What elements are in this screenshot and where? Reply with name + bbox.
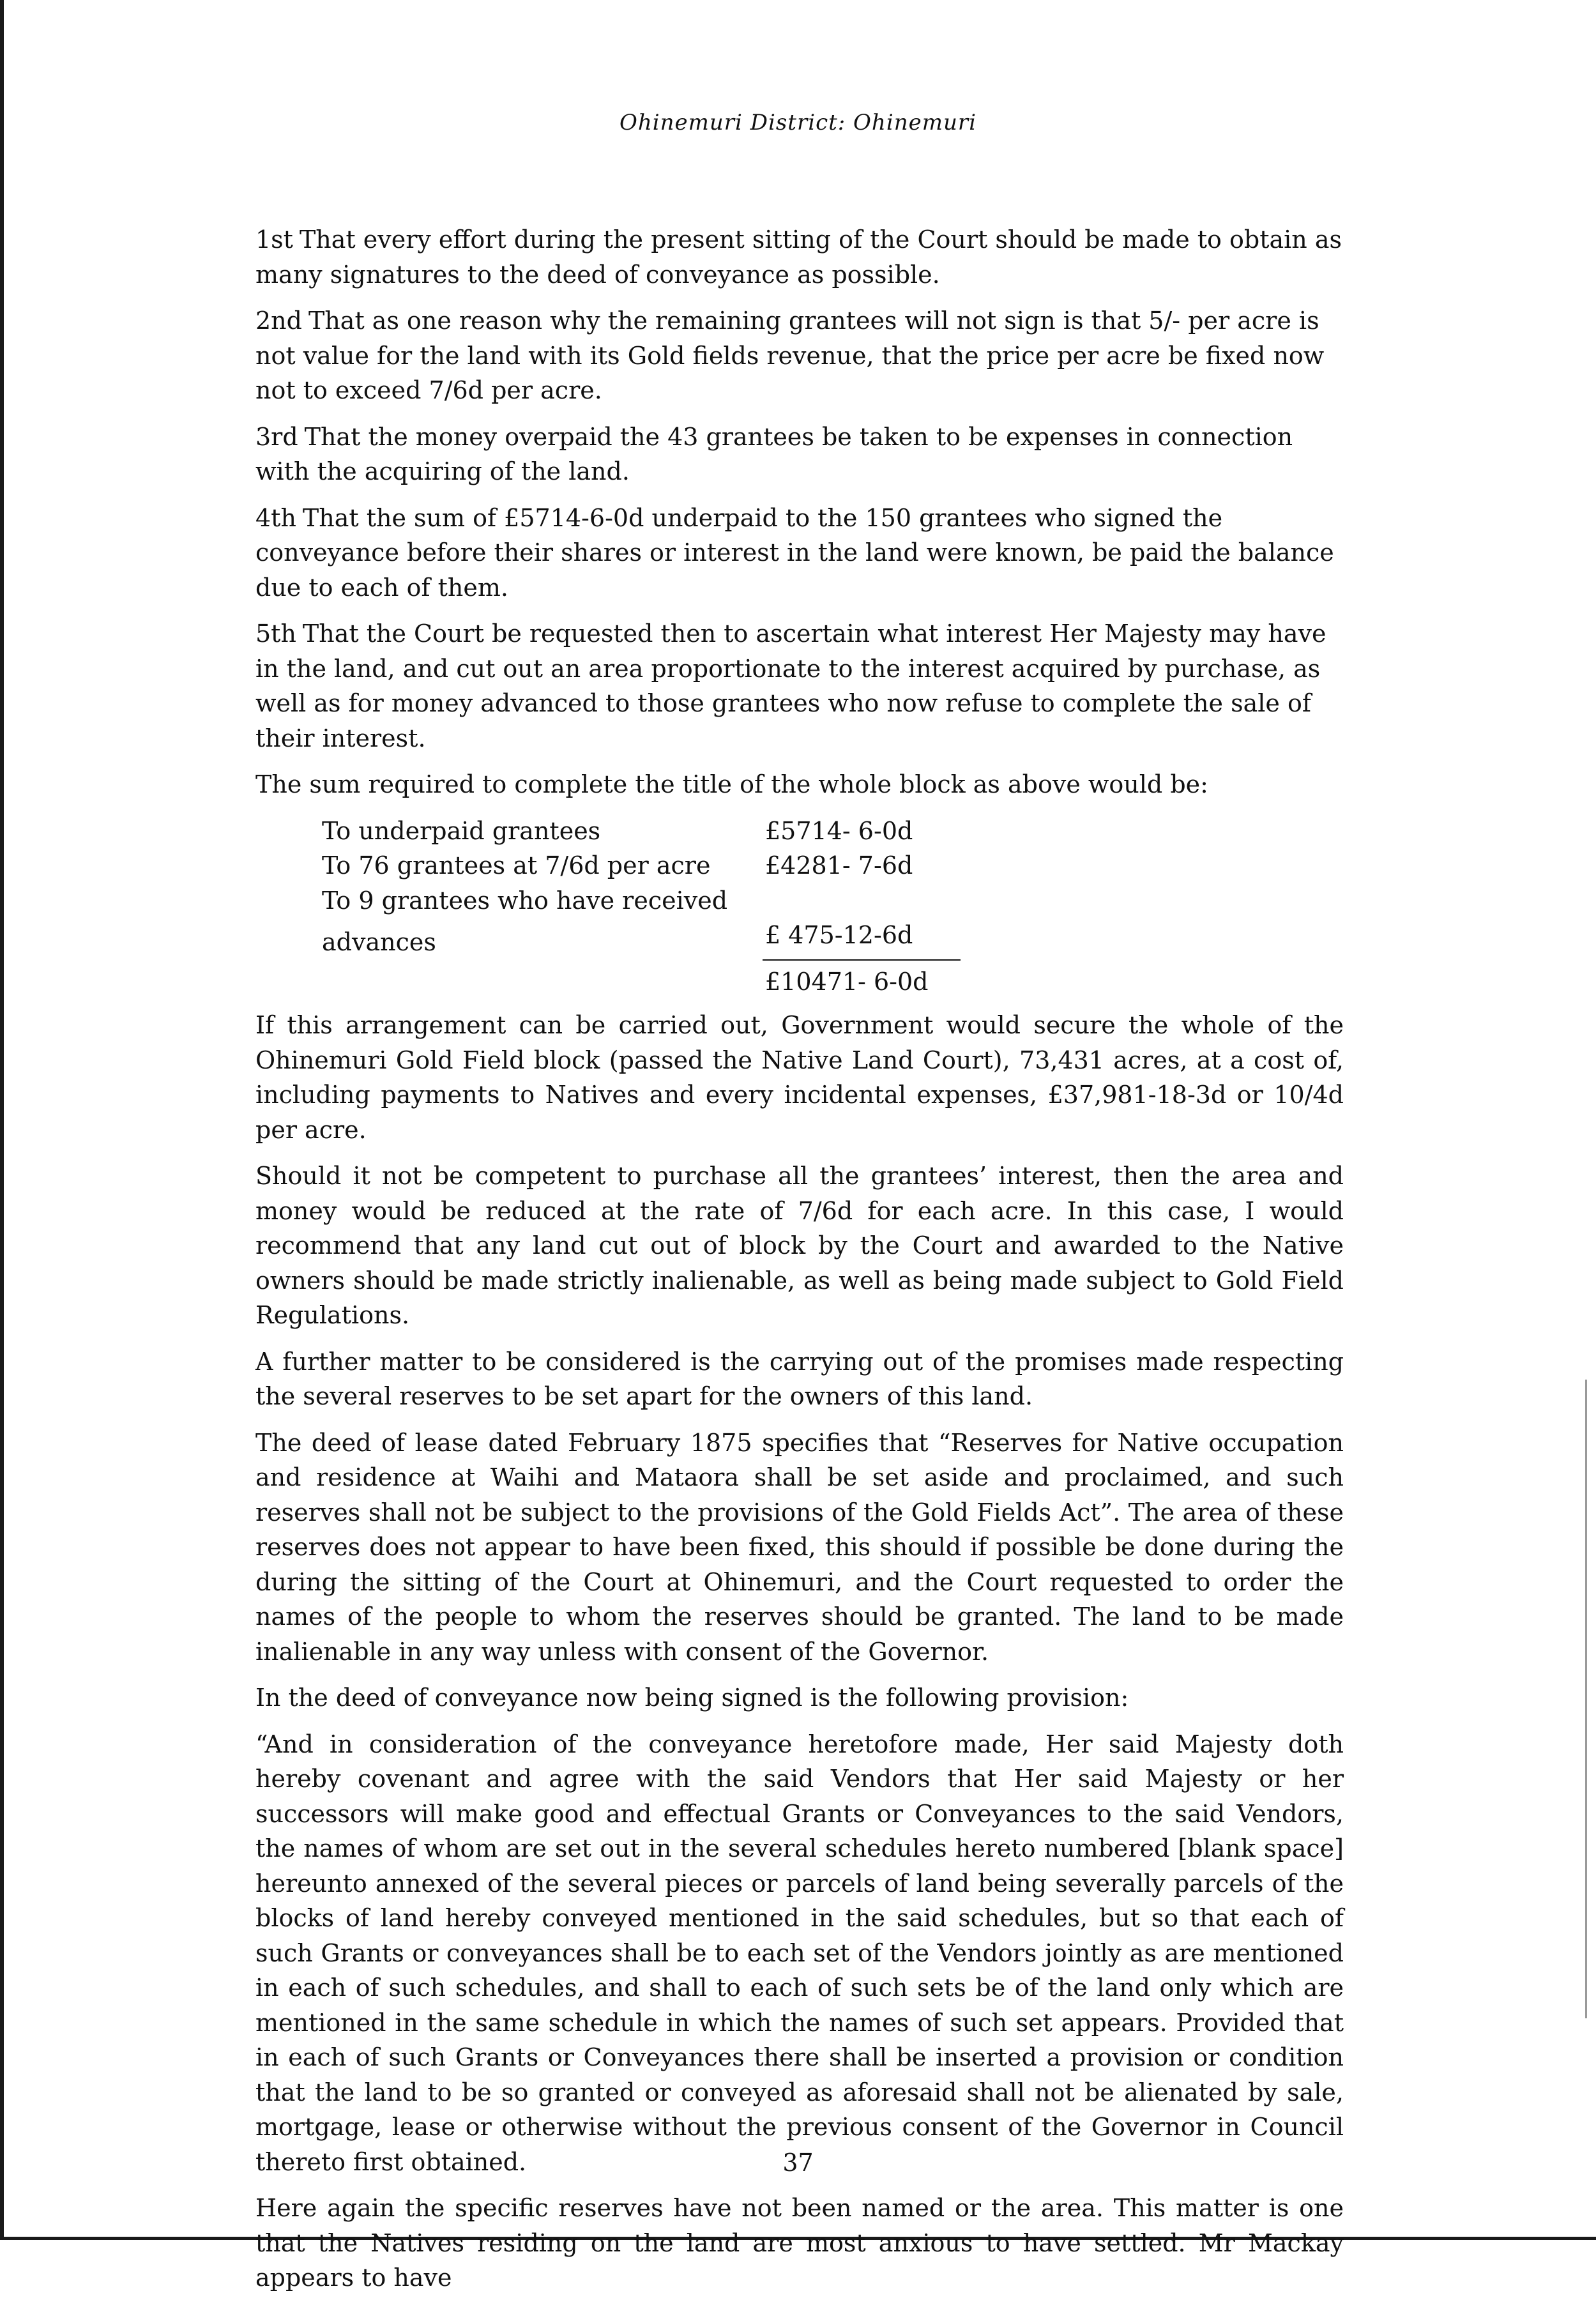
scan-edge-left [0, 0, 4, 2240]
table-row [322, 814, 961, 849]
quoted-provision: “And in consideration of the conveyance heretofore made, Her said Majesty doth hereby covenant and agree with the said Vendors that Her said Majesty or her successors will make good and effectual Grants or Conveyances to the said Vendors, the names of whom are set out in the several schedules hereto numbered [blank space] hereunto annexed of the several pieces or parcels of land being severally parcels of the blocks of land hereby conveyed mentioned in the said schedules, but so that each of such Grants or conveyances shall be to each set of the Vendors jointly as are mentioned in each of such schedules, and shall to each of such sets be of the land only which are mentioned in the same schedule in which the names of such set appears. Provided that in each of such Grants or Conveyances there shall be inserted a provision or condition that the land to be so granted or conveyed as aforesaid shall not be alienated by sale, mortgage, lease or otherwise without the previous consent of the Governor in Council thereto first obtained. [255, 1730, 1344, 2176]
row-amount: £ 475-12-6d [763, 918, 961, 960]
point-label: 1st [255, 225, 293, 254]
paragraph: The deed of lease dated February 1875 specifies that “Reserves for Native occupation and residence at Waihi and Mataora shall be set aside and proclaimed, and such reserves shall not be subject to the provisions of the Gold Fields Act”. The area of these reserves does not appear to have been fixed, this should if possible be done during the during the sitting of the Court at Ohinemuri, and the Court requested to order the names of the people to whom the reserves should be granted. The land to be made inalienable in any way unless with consent of the Governor. [255, 1428, 1344, 1666]
sum-intro: The sum required to complete the title of the whole block as above would be: [255, 770, 1208, 798]
paragraph: Here again the specific reserves have not been named or the area. This matter is one that the Natives residing on the land are most anxious to have settled. Mr Mackay appears to have [255, 2194, 1344, 2292]
point-text: That the Court be requested then to ascertain what interest Her Majesty may have in the land, and cut out an area proportionate to the interest acquired by purchase, as well as for money advanced to those grantees who now refuse to complete the sale of their interest. [255, 620, 1326, 752]
point-label: 5th [255, 620, 296, 648]
paragraph: Should it not be competent to purchase all the grantees’ interest, then the area and money would be reduced at the rate of 7/6d for each acre. In this case, I would recommend that any land cut out of block by the Court and awarded to the Native owners should be made strictly inalienable, as well as being made subject to Gold Field Regulations. [255, 1162, 1344, 1329]
point-label: 2nd [255, 307, 302, 335]
row-description: To 9 grantees who have received [322, 886, 728, 915]
total-amount: £10471- 6-0d [765, 967, 929, 996]
row-amount: £4281- 7-6d [765, 851, 913, 879]
point-text: That the sum of £5714-6-0d underpaid to the 150 grantees who signed the conveyance before their shares or interest in the land were known, be paid the balance due to each of them. [255, 503, 1334, 602]
numbered-point-1 [255, 222, 1344, 292]
table-row [322, 848, 961, 883]
point-text: That as one reason why the remaining grantees will not sign is that 5/- per acre is not value for the land with its Gold fields revenue, that the price per acre be fixed now not to exceed 7/6d per acre. [255, 307, 1325, 404]
table-row [322, 918, 961, 960]
point-label: 3rd [255, 422, 298, 451]
table-total-row [322, 960, 961, 1000]
row-description: advances [322, 928, 436, 956]
body-text [255, 222, 1344, 2307]
row-amount: £5714- 6-0d [765, 816, 913, 845]
page-number: 37 [782, 2149, 814, 2177]
table-row [322, 883, 961, 918]
scan-edge-right [1585, 1380, 1587, 2018]
numbered-point-3 [255, 420, 1344, 489]
numbered-point-2 [255, 303, 1344, 408]
row-description: To 76 grantees at 7/6d per acre [322, 851, 711, 879]
paragraph: In the deed of conveyance now being signed is the following provision: [255, 1684, 1129, 1712]
numbered-point-5 [255, 616, 1344, 756]
cost-table [322, 814, 961, 1000]
point-text: That every effort during the present sitting of the Court should be made to obtain as many signatures to the deed of conveyance as possible. [255, 225, 1342, 289]
numbered-point-4 [255, 501, 1344, 605]
point-label: 4th [255, 503, 296, 532]
row-amount [763, 883, 961, 918]
point-text: That the money overpaid the 43 grantees be taken to be expenses in connection with the acquiring of the land. [255, 422, 1293, 485]
paragraph: A further matter to be considered is the carrying out of the promises made respecting the several reserves to be set apart for the owners of this land. [255, 1347, 1344, 1410]
running-header: Ohinemuri District: Ohinemuri [619, 110, 977, 135]
paragraph: If this arrangement can be carried out, Government would secure the whole of the Ohinemuri Gold Field block (passed the Native Land Court), 73,431 acres, at a cost of, including payments to Natives and every incidental expenses, £37,981-18-3d or 10/4d per acre. [255, 1011, 1344, 1144]
row-description: To underpaid grantees [322, 816, 601, 845]
